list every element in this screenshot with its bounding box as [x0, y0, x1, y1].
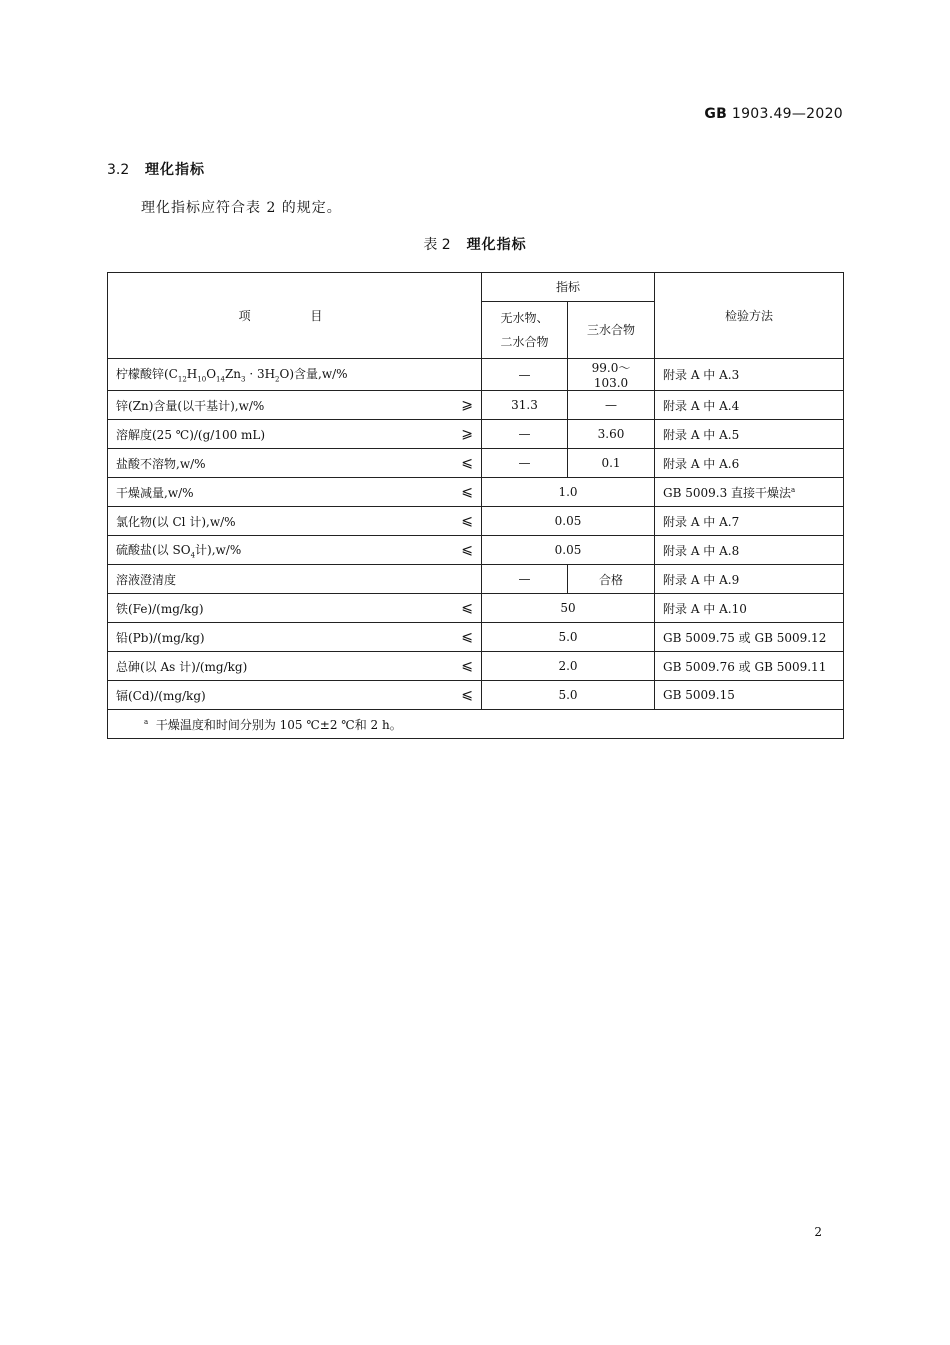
row-item: [108, 681, 482, 710]
section-number: 3.2: [107, 162, 130, 178]
item-text: 溶解度(25 ℃)/(g/100 mL): [116, 427, 266, 442]
item-sub: 3: [241, 375, 246, 384]
table-caption-label: 表 2: [423, 237, 451, 253]
comparison-sign: ⩽: [461, 484, 473, 500]
comparison-sign: ⩾: [461, 426, 473, 442]
row-item: [108, 565, 482, 594]
value-trihydrate: 99.0～103.0: [568, 359, 655, 391]
test-method: [655, 478, 844, 507]
comparison-sign: ⩽: [461, 542, 473, 558]
value-anhydrous: —: [482, 359, 568, 391]
section-heading: [107, 159, 205, 179]
row-item: [108, 507, 482, 536]
value-trihydrate: —: [568, 391, 655, 420]
row-item: [108, 623, 482, 652]
item-text: 铅(Pb)/(mg/kg): [116, 630, 205, 645]
test-method-text: GB 5009.3 直接干燥法: [663, 485, 792, 500]
table-row: [108, 507, 844, 536]
item-sub: 14: [216, 375, 225, 384]
table-row: [108, 623, 844, 652]
value-anhydrous: —: [482, 565, 568, 594]
item-text: O)含量,w/%: [279, 367, 348, 382]
row-item: [108, 594, 482, 623]
value-anhydrous: 31.3: [482, 391, 568, 420]
comparison-sign: ⩽: [461, 658, 473, 674]
header-item: 项 目: [108, 273, 482, 359]
footnote-ref: a: [791, 485, 796, 494]
comparison-sign: ⩽: [461, 513, 473, 529]
value-trihydrate: 0.1: [568, 449, 655, 478]
row-item: [108, 652, 482, 681]
row-item: [108, 359, 482, 391]
table-caption: [0, 234, 950, 254]
comparison-sign: ⩽: [461, 629, 473, 645]
table-row: [108, 681, 844, 710]
test-method: 附录 A 中 A.8: [655, 536, 844, 565]
comparison-sign: ⩾: [461, 397, 473, 413]
row-item: [108, 449, 482, 478]
item-text: 镉(Cd)/(mg/kg): [116, 688, 206, 703]
standard-code: [704, 106, 843, 122]
item-text: 锌(Zn)含量(以干基计),w/%: [116, 398, 265, 413]
table-caption-title: 理化指标: [466, 237, 527, 253]
comparison-sign: ⩽: [461, 600, 473, 616]
item-text: 盐酸不溶物,w/%: [116, 456, 206, 471]
item-text: 干燥减量,w/%: [116, 485, 194, 500]
footnote-mark: a: [144, 717, 149, 726]
standard-number: 1903.49—2020: [731, 106, 843, 122]
header-method: 检验方法: [655, 273, 844, 359]
item-text: 氯化物(以 Cl 计),w/%: [116, 514, 236, 529]
item-text: 计),w/%: [195, 542, 242, 557]
table-row: [108, 391, 844, 420]
footnote-text: 干燥温度和时间分别为 105 ℃±2 ℃和 2 h。: [155, 717, 402, 732]
item-text: · 3H: [245, 367, 276, 382]
standard-prefix: GB: [704, 106, 728, 122]
test-method: 附录 A 中 A.5: [655, 420, 844, 449]
value-anhydrous: —: [482, 420, 568, 449]
value-merged: 50: [482, 594, 655, 623]
test-method: 附录 A 中 A.7: [655, 507, 844, 536]
item-text: 硫酸盐(以 SO: [116, 542, 191, 557]
comparison-sign: ⩽: [461, 455, 473, 471]
value-merged: 5.0: [482, 681, 655, 710]
item-sub: 10: [197, 375, 207, 384]
table-row: [108, 594, 844, 623]
item-text: 溶液澄清度: [116, 572, 177, 587]
header-indicator: 指标: [482, 273, 655, 302]
table-row: [108, 652, 844, 681]
test-method: GB 5009.15: [655, 681, 844, 710]
spec-table: [107, 272, 844, 739]
value-merged: 0.05: [482, 507, 655, 536]
item-text: O: [206, 367, 217, 382]
section-paragraph: 理化指标应符合表 2 的规定。: [141, 200, 342, 216]
test-method: 附录 A 中 A.9: [655, 565, 844, 594]
item-sub: 2: [275, 375, 280, 384]
value-trihydrate: 合格: [568, 565, 655, 594]
table-row: [108, 449, 844, 478]
value-merged: 2.0: [482, 652, 655, 681]
item-sub: 12: [177, 375, 187, 384]
value-anhydrous: —: [482, 449, 568, 478]
value-merged: 1.0: [482, 478, 655, 507]
row-item: [108, 536, 482, 565]
table-row: [108, 536, 844, 565]
item-text: 铁(Fe)/(mg/kg): [116, 601, 204, 616]
value-trihydrate: 3.60: [568, 420, 655, 449]
item-sub: 4: [190, 551, 196, 560]
test-method: 附录 A 中 A.6: [655, 449, 844, 478]
item-text: 柠檬酸锌(C: [116, 367, 178, 382]
comparison-sign: ⩽: [461, 687, 473, 703]
table-header-row: [108, 273, 844, 302]
header-anhydrous-line2: 二水合物: [500, 335, 549, 349]
value-merged: 0.05: [482, 536, 655, 565]
table-row: [108, 359, 844, 391]
item-text: 总砷(以 As 计)/(mg/kg): [116, 659, 248, 674]
value-merged: 5.0: [482, 623, 655, 652]
item-text: H: [186, 367, 198, 382]
table-row: [108, 565, 844, 594]
test-method: 附录 A 中 A.10: [655, 594, 844, 623]
row-item: [108, 420, 482, 449]
table-footnote-row: [108, 710, 844, 739]
test-method: GB 5009.76 或 GB 5009.11: [655, 652, 844, 681]
item-text: Zn: [224, 367, 242, 382]
row-item: [108, 478, 482, 507]
test-method: GB 5009.75 或 GB 5009.12: [655, 623, 844, 652]
header-trihydrate: 三水合物: [568, 302, 655, 359]
page-number: 2: [814, 1225, 822, 1239]
table-footnote: [108, 710, 844, 739]
test-method: 附录 A 中 A.3: [655, 359, 844, 391]
table-row: [108, 420, 844, 449]
table-row: [108, 478, 844, 507]
header-anhydrous: [482, 302, 568, 359]
section-title: 理化指标: [145, 162, 205, 178]
test-method: 附录 A 中 A.4: [655, 391, 844, 420]
row-item: [108, 391, 482, 420]
header-anhydrous-line1: 无水物、: [500, 311, 549, 325]
